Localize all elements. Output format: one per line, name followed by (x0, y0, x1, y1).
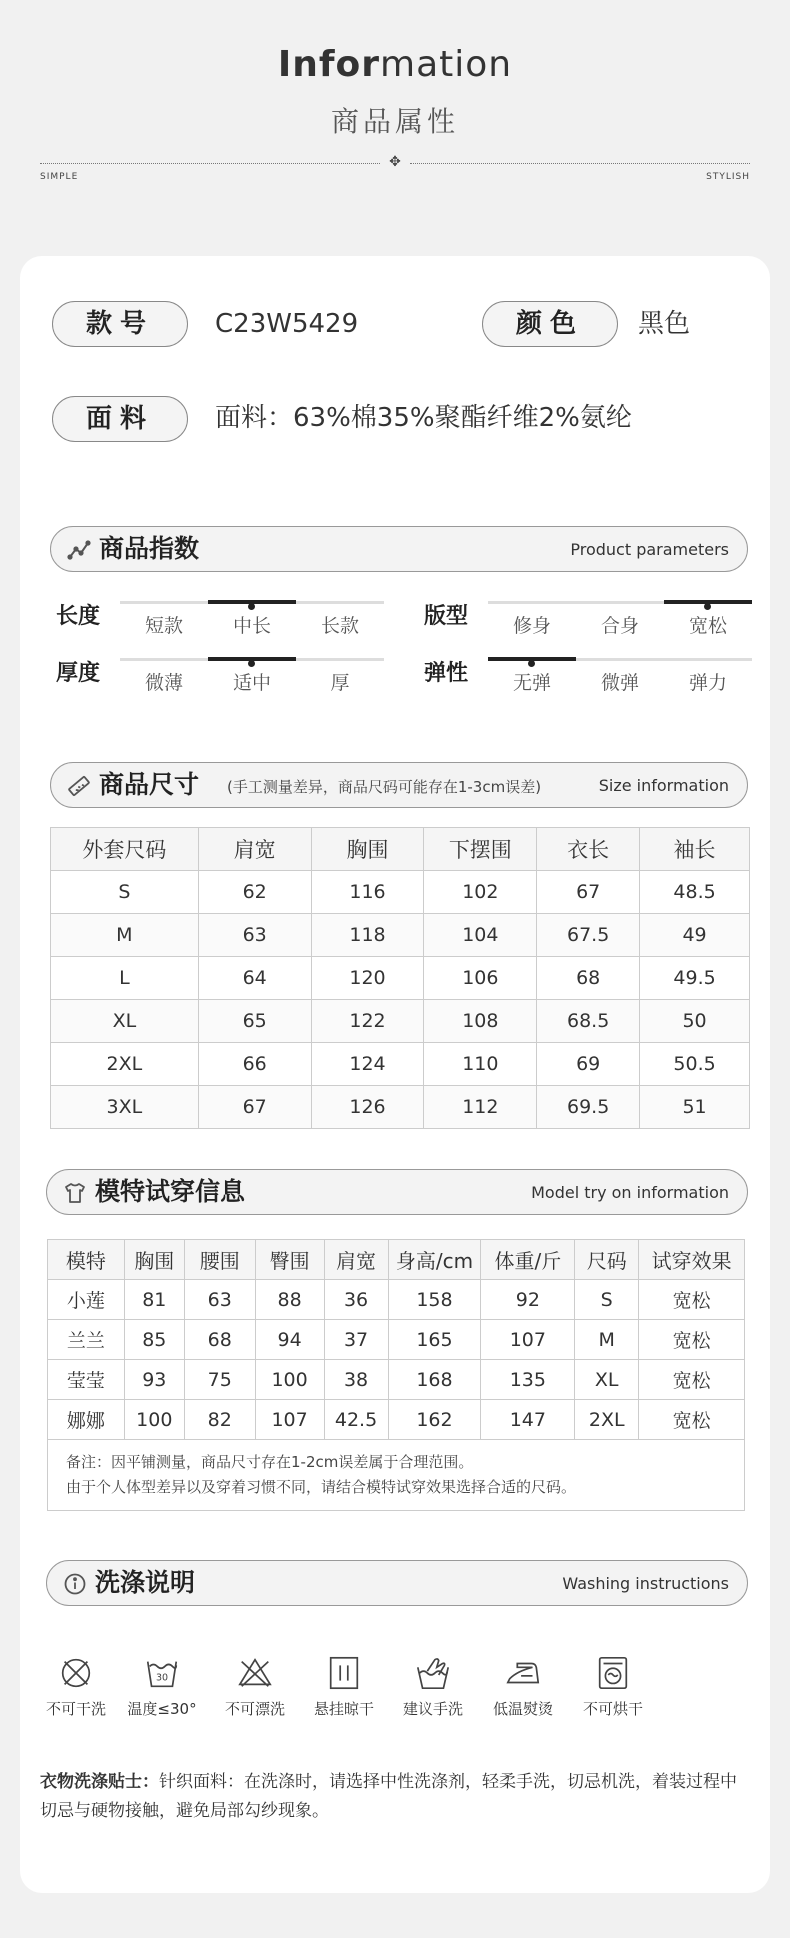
index-option: 中长 (232, 615, 271, 637)
washing-tip-text: 针织面料：在洗涤时，请选择中性洗涤剂，轻柔手洗，切忌机洗，着装过程中切忌与硬物接触，避免局部勾纱现象。 (40, 1772, 737, 1821)
info-card (20, 256, 770, 1893)
table-cell: L (51, 957, 199, 1000)
table-cell: 158 (388, 1280, 481, 1320)
model-table (47, 1239, 745, 1440)
page-header (0, 0, 790, 250)
table-cell: 68.5 (537, 1000, 640, 1043)
index-option: 宽松 (688, 615, 727, 637)
cross-ornament-icon: ✥ (389, 154, 401, 170)
table-cell: 93 (124, 1360, 184, 1400)
size-table (50, 827, 750, 1129)
column-header: 臀围 (255, 1240, 324, 1280)
wash-item (391, 1654, 475, 1719)
table-cell: 110 (424, 1043, 537, 1086)
page-subtitle: 商品属性 (330, 105, 459, 138)
wash-item (34, 1654, 118, 1719)
table-header-row (51, 828, 750, 871)
product-index-en: Product parameters (570, 540, 729, 559)
table-cell: 66 (198, 1043, 311, 1086)
index-option: 微弹 (600, 672, 639, 694)
trend-line-icon (67, 538, 91, 562)
fabric-value: 面料：63%棉35%聚酯纤维2%氨纶 (215, 403, 632, 433)
table-row (48, 1400, 745, 1440)
table-cell: 116 (311, 871, 424, 914)
column-header: 体重/斤 (481, 1240, 575, 1280)
table-cell: 42.5 (324, 1400, 388, 1440)
simple-tag: SIMPLE (40, 172, 79, 182)
divider-right (410, 163, 750, 164)
model-info-header (46, 1169, 748, 1215)
column-header: 身高/cm (388, 1240, 481, 1280)
index-option: 微薄 (144, 672, 183, 694)
table-cell: XL (51, 1000, 199, 1043)
index-option: 适中 (232, 672, 271, 694)
column-header: 肩宽 (198, 828, 311, 871)
column-header: 外套尺码 (51, 828, 199, 871)
fabric-label: 面料 (52, 396, 188, 442)
wash-item (120, 1654, 204, 1719)
index-option: 修身 (512, 615, 551, 637)
table-cell: 67 (198, 1086, 311, 1129)
table-row (51, 1000, 750, 1043)
table-row (48, 1280, 745, 1320)
column-header: 袖长 (640, 828, 750, 871)
wash-item (481, 1654, 565, 1719)
note-line: 由于个人体型差异以及穿着习惯不同，请结合模特试穿效果选择合适的尺码。 (66, 1478, 577, 1496)
table-cell: 135 (481, 1360, 575, 1400)
table-row (51, 1043, 750, 1086)
table-cell: 94 (255, 1320, 324, 1360)
info-circle-icon (63, 1572, 87, 1596)
table-cell: 67.5 (537, 914, 640, 957)
table-row (48, 1320, 745, 1360)
hang-dry-icon (325, 1654, 363, 1692)
table-cell: 51 (640, 1086, 750, 1129)
index-marker (704, 603, 711, 610)
product-index-header (50, 526, 748, 572)
wash-item (302, 1654, 386, 1719)
style-no-value: C23W5429 (215, 309, 359, 339)
washing-tip (40, 1768, 752, 1826)
color-label: 颜色 (482, 301, 618, 347)
table-cell: 75 (184, 1360, 255, 1400)
table-cell: 兰兰 (48, 1320, 125, 1360)
table-cell: 37 (324, 1320, 388, 1360)
wash-info-header (46, 1560, 748, 1606)
index-marker (248, 603, 255, 610)
table-cell: 宽松 (639, 1320, 745, 1360)
table-cell: 2XL (575, 1400, 639, 1440)
table-cell: 宽松 (639, 1360, 745, 1400)
column-header: 试穿效果 (639, 1240, 745, 1280)
size-info-title: 商品尺寸 (99, 770, 200, 799)
ruler-icon (67, 774, 91, 798)
table-cell: M (575, 1320, 639, 1360)
table-cell: 88 (255, 1280, 324, 1320)
table-cell: 68 (184, 1320, 255, 1360)
table-cell: 小莲 (48, 1280, 125, 1320)
note-line: 备注：因平铺测量，商品尺寸存在1-2cm误差属于合理范围。 (66, 1453, 474, 1471)
table-cell: 63 (184, 1280, 255, 1320)
column-header: 衣长 (537, 828, 640, 871)
table-cell: 2XL (51, 1043, 199, 1086)
table-cell: 124 (311, 1043, 424, 1086)
table-cell: 120 (311, 957, 424, 1000)
column-header: 胸围 (311, 828, 424, 871)
wash-item (213, 1654, 297, 1719)
stylish-tag: STYLISH (706, 172, 750, 182)
divider-left (40, 163, 380, 164)
wash-label: 悬挂晾干 (313, 1700, 374, 1718)
table-cell: 莹莹 (48, 1360, 125, 1400)
table-cell: S (575, 1280, 639, 1320)
no-bleach-icon (236, 1654, 274, 1692)
size-info-en: Size information (598, 776, 729, 795)
column-header: 胸围 (124, 1240, 184, 1280)
model-note (47, 1440, 745, 1511)
table-cell: 3XL (51, 1086, 199, 1129)
table-cell: 64 (198, 957, 311, 1000)
index-option: 短款 (144, 615, 183, 637)
table-cell: 49.5 (640, 957, 750, 1000)
index-marker (248, 660, 255, 667)
wash-30-icon (143, 1654, 181, 1692)
table-cell: 85 (124, 1320, 184, 1360)
table-cell: 100 (255, 1360, 324, 1400)
table-cell: 63 (198, 914, 311, 957)
table-cell: 118 (311, 914, 424, 957)
style-no-label: 款号 (52, 301, 188, 347)
index-option: 合身 (600, 615, 639, 637)
table-cell: 108 (424, 1000, 537, 1043)
table-cell: 69 (537, 1043, 640, 1086)
page-title: Information (277, 44, 513, 85)
column-header: 腰围 (184, 1240, 255, 1280)
table-cell: 67 (537, 871, 640, 914)
wash-temp-text: 30 (155, 1672, 169, 1684)
table-cell: 147 (481, 1400, 575, 1440)
table-cell: 宽松 (639, 1400, 745, 1440)
table-cell: 100 (124, 1400, 184, 1440)
wash-label: 不可干洗 (45, 1700, 106, 1718)
no-tumble-dry-icon (594, 1654, 632, 1692)
column-header: 下摆围 (424, 828, 537, 871)
size-info-header (50, 762, 748, 808)
index-label: 长度 (56, 604, 101, 629)
wash-label: 不可漂洗 (224, 1700, 285, 1718)
table-cell: 娜娜 (48, 1400, 125, 1440)
hand-wash-icon (414, 1654, 452, 1692)
table-cell: 81 (124, 1280, 184, 1320)
column-header: 模特 (48, 1240, 125, 1280)
table-cell: 168 (388, 1360, 481, 1400)
table-header-row (48, 1240, 745, 1280)
table-cell: 162 (388, 1400, 481, 1440)
wash-item (571, 1654, 655, 1719)
table-cell: 36 (324, 1280, 388, 1320)
table-cell: 107 (255, 1400, 324, 1440)
table-cell: 104 (424, 914, 537, 957)
table-cell: 126 (311, 1086, 424, 1129)
table-cell: 68 (537, 957, 640, 1000)
table-cell: 38 (324, 1360, 388, 1400)
wash-label: 建议手洗 (402, 1700, 463, 1718)
size-info-note: (手工测量差异，商品尺码可能存在1-3cm误差) (227, 778, 542, 796)
table-cell: 宽松 (639, 1280, 745, 1320)
table-cell: XL (575, 1360, 639, 1400)
table-cell: 82 (184, 1400, 255, 1440)
column-header: 肩宽 (324, 1240, 388, 1280)
index-option: 长款 (320, 615, 359, 637)
low-iron-icon (504, 1654, 542, 1692)
color-value: 黑色 (638, 309, 691, 339)
table-cell: 50.5 (640, 1043, 750, 1086)
product-index-title: 商品指数 (99, 534, 200, 563)
no-dry-clean-icon (57, 1654, 95, 1692)
table-cell: 69.5 (537, 1086, 640, 1129)
table-row (51, 871, 750, 914)
table-cell: 107 (481, 1320, 575, 1360)
index-option: 无弹 (512, 672, 551, 694)
wash-label: 不可烘干 (582, 1700, 643, 1718)
wash-label: 低温熨烫 (492, 1700, 553, 1718)
index-option: 厚 (330, 672, 350, 694)
index-label: 版型 (424, 604, 469, 629)
table-cell: S (51, 871, 199, 914)
washing-tip-label: 衣物洗涤贴士： (40, 1772, 159, 1792)
table-cell: 50 (640, 1000, 750, 1043)
index-label: 厚度 (56, 661, 101, 686)
wash-label: 温度≤30° (127, 1700, 197, 1718)
table-row (51, 914, 750, 957)
table-cell: 62 (198, 871, 311, 914)
table-cell: 92 (481, 1280, 575, 1320)
table-cell: 49 (640, 914, 750, 957)
index-label: 弹性 (424, 661, 469, 686)
table-cell: 102 (424, 871, 537, 914)
wash-info-en: Washing instructions (562, 1574, 729, 1593)
model-info-en: Model try on information (531, 1183, 729, 1202)
table-cell: M (51, 914, 199, 957)
index-marker (528, 660, 535, 667)
wash-info-title: 洗涤说明 (95, 1568, 196, 1597)
table-cell: 106 (424, 957, 537, 1000)
table-cell: 65 (198, 1000, 311, 1043)
model-info-title: 模特试穿信息 (95, 1177, 246, 1206)
table-cell: 165 (388, 1320, 481, 1360)
table-cell: 112 (424, 1086, 537, 1129)
shirt-icon (63, 1181, 87, 1205)
table-cell: 122 (311, 1000, 424, 1043)
index-option: 弹力 (688, 672, 727, 694)
column-header: 尺码 (575, 1240, 639, 1280)
table-row (51, 957, 750, 1000)
table-cell: 48.5 (640, 871, 750, 914)
table-row (48, 1360, 745, 1400)
table-row (51, 1086, 750, 1129)
